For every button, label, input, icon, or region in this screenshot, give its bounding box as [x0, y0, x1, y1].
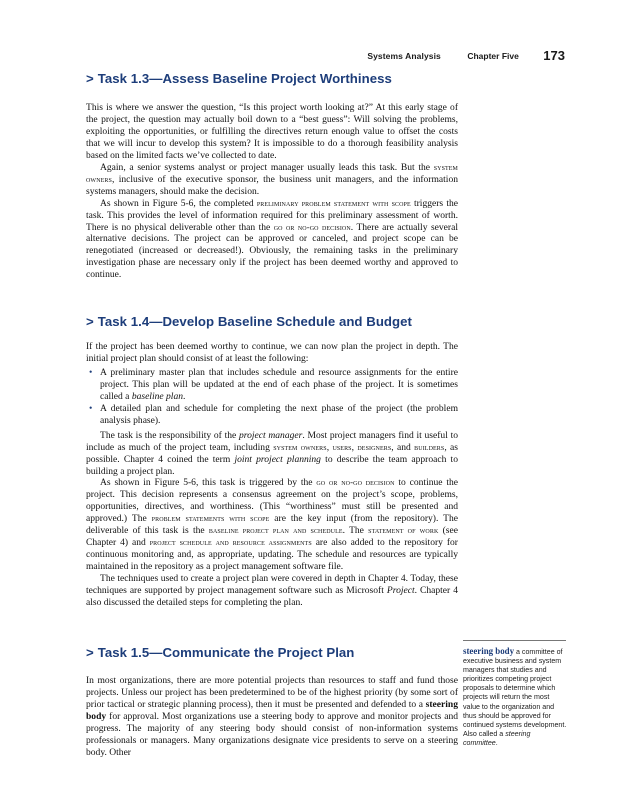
task-1-4-paragraph-4: The techniques used to create a project plan were covered in depth in Chapter 4. Today, these techniques are supported by project management software such as Microsoft Project. Chapter 4 also discussed the detailed steps for completing the plan.	[86, 573, 458, 609]
term-go-no-go-decision: go or no-go decision	[273, 221, 351, 232]
term-baseline-plan: baseline plan	[131, 390, 183, 402]
chevron-right-icon: >	[86, 645, 94, 660]
running-head-chapter: Chapter Five	[467, 51, 519, 61]
term-project-manager: project manager	[238, 429, 303, 441]
running-head-section: Systems Analysis	[367, 51, 441, 61]
list-item: • A preliminary master plan that includes schedule and resource assignments for the entire project. This plan will be updated at the end of each phase of the project. It is sometimes called a baseline plan.	[89, 366, 458, 402]
task-1-4-bullet-list	[86, 367, 458, 427]
task-1-4-paragraph-2: The task is the responsibility of the project manager. Most project managers find it useful to include as much of the project team, including system owners, users, designers, and builders, as possible. Chapter 4 coined the term joint project planning to describe the team approach to building a project plan.	[86, 429, 459, 477]
task-1-3-paragraph-1: This is where we answer the question, “Is this project worth looking at?” At this early stage of the project, the question may actually boil down to a “best guess”: Will solving the problems, exploiting the opportunities, or fulfilling the directives return enough value to offset the costs that we will incur to develop this system? It is impossible to do a thorough feasibility analysis based on the limited facts we’ve collected to date.	[86, 102, 458, 161]
glossary-term: steering body	[463, 646, 515, 656]
page-number: 173	[543, 48, 565, 63]
task-1-3-heading-text: Task 1.3—Assess Baseline Project Worthiness	[97, 71, 392, 86]
task-1-4-heading	[86, 314, 412, 329]
task-1-4-paragraph-1: If the project has been deemed worthy to continue, we can now plan the project in depth. The initial project plan should consist of at least the following:	[86, 341, 458, 364]
term-joint-project-planning: joint project planning	[234, 453, 321, 465]
margin-rule	[463, 640, 566, 641]
task-1-3-heading	[86, 71, 392, 86]
term-system-owners: system owners	[86, 161, 458, 184]
task-1-3-paragraph-3: As shown in Figure 5-6, the completed preliminary problem statement with scope triggers the task. This provides the level of information required for this preliminary assessment of worth. There is no physical deliverable other than the go or no-go decision. There are actually several alternative decisions. The project can be approved or canceled, and project scope can be renegotiated (increased or decreased!). Obviously, the remaining tasks in the preliminary investigation phase are necessary only if the project has been deemed worthy and approved to continue.	[86, 197, 458, 281]
term-steering-body: steering body	[86, 698, 458, 722]
task-1-4-paragraph-3: As shown in Figure 5-6, this task is triggered by the go or no-go decision to continue the project. This decision represents a consensus agreement on the project’s scope, problems, opportunities, directives, and worthiness. (This “worthiness” must still be presented and approved.) The problem statements with scope are the key input (from the repository). The deliverable of this task is the baseline project plan and schedule. The statement of work (see Chapter 4) and project schedule and resource assignments are also added to the repository for continuous monitoring and, as appropriate, updating. The schedule and resources are typically maintained in the repository as a project management software file.	[86, 477, 459, 573]
task-1-5-paragraph-1: In most organizations, there are more potential projects than resources to staff and fund those projects. Unless our project has been predetermined to be of the highest priority (by some sort of prior tactical or strategic planning process), then it must be presented and defended to a steering body for approval. Most organizations use a steering body to approve and monitor projects and progress. The majority of any steering body should consist of non-information systems professionals or managers. Many organizations designate vice presidents to serve on a steering body. Other	[86, 675, 458, 758]
task-1-5-heading-text: Task 1.5—Communicate the Project Plan	[97, 645, 355, 660]
bullet-icon: •	[89, 366, 93, 378]
list-item: • A detailed plan and schedule for completing the next phase of the project (the problem analysis phase).	[89, 402, 458, 426]
term-preliminary-problem-statement: preliminary problem statement with scope	[256, 197, 411, 208]
running-head	[367, 46, 565, 64]
glossary-alt-term: steering committee	[463, 729, 531, 747]
margin-glossary-note: steering body a committee of executive business and system managers that studies and prioritizes competing project proposals to determine which projects will return the most value to the organization and thus should be approved for continued systems development. Also called a steering committee.	[463, 646, 567, 747]
task-1-4-heading-text: Task 1.4—Develop Baseline Schedule and Budget	[97, 314, 412, 329]
chevron-right-icon: >	[86, 71, 94, 86]
term-microsoft-project: Project	[386, 585, 415, 597]
chevron-right-icon: >	[86, 314, 94, 329]
task-1-4-body	[86, 341, 458, 609]
task-1-3-body	[86, 102, 458, 281]
glossary-definition: a committee of executive business and system managers that studies and prioritizes competing project proposals to determine which projects will return the most value to the organization and thus should be approved for continued systems development. Also called a	[463, 648, 567, 738]
task-1-5-heading	[86, 645, 354, 660]
task-1-3-paragraph-2: Again, a senior systems analyst or project manager usually leads this task. But the system owners, inclusive of the executive sponsor, the business unit managers, and the information systems managers, should make the decision.	[86, 161, 458, 197]
bullet-icon: •	[89, 402, 93, 414]
task-1-5-body	[86, 675, 458, 759]
